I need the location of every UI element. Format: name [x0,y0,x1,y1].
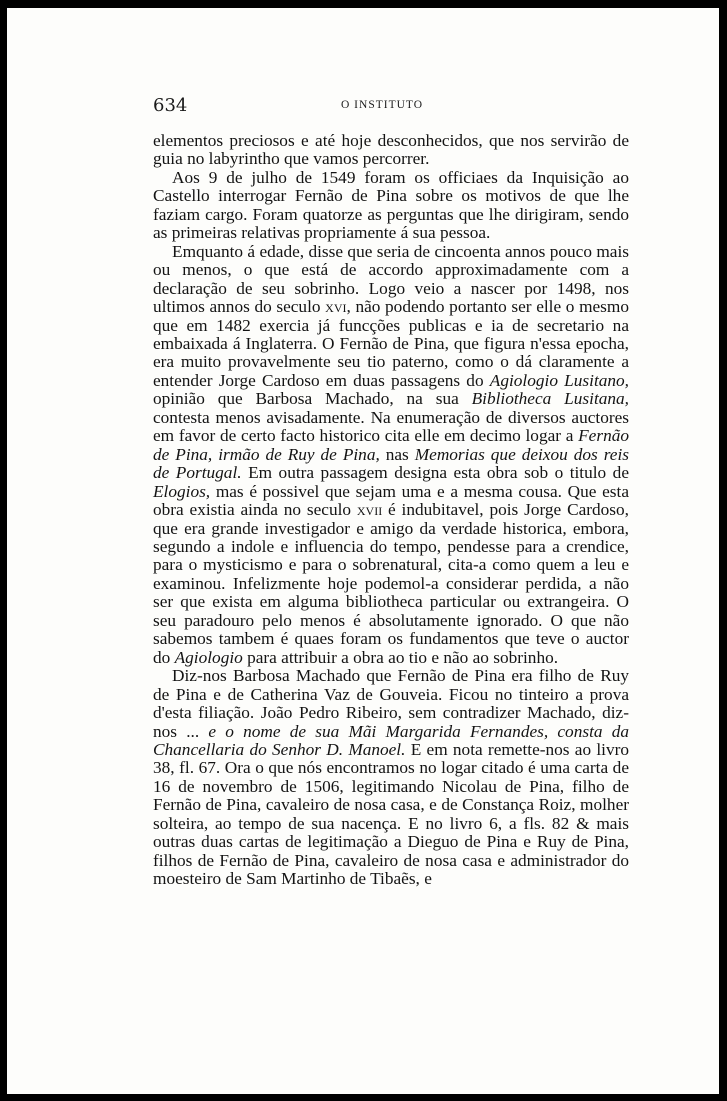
paragraph-1 [153,132,629,169]
text-run: E em nota remette-nos ao livro 38, fl. 67. Ora o que nós encontramos no logar citado é uma carta de 16 de novembro de 1506, legitimando Nicolau de Pina, filho de Fernão de Pina, cavaleiro de nosa casa, e de Constança Roiz, molher solteira, ao tempo de sua nacença. E no livro 6, a fls. 82 & mais outras duas cartas de legitimação a Dieguo de Pina e Ruy de Pina, filhos de Fernão de Pina, cavaleiro de nosa casa e administrador do moesteiro de Sam Martinho de Tibaẽs, e [153,739,629,889]
paragraph-3 [153,243,629,667]
italic-run: Elogios, [153,481,211,501]
page-header [153,95,629,117]
paragraph-2 [153,169,629,243]
text-run: elementos preciosos e até hoje desconhecidos, que nos servirão de guia no labyrintho que vamos percorrer. [153,131,629,169]
text-run: nas [379,444,415,464]
text-run: contesta menos avisadamente. Na enumeração de diversos auctores em favor de certo facto historico cita elle em decimo logar a [153,407,629,446]
italic-run: Fernão de Pina, irmão de Ruy de Pina, [153,426,629,464]
book-page [7,8,719,1094]
italic-run: Memorias que deixou dos reis de Portugal. [153,444,629,483]
italic-run: Bibliotheca Lusitana, [471,389,629,409]
page-number: 634 [153,95,188,116]
text-run: Aos 9 de julho de 1549 foram os officiaes da Inquisição ao Castello interrogar Fernão de Pina sobre os motivos de que lhe faziam cargo. Foram quatorze as perguntas que lhe dirigiram, sendo as primeiras relativas propriamente á sua pessoa. [153,167,629,243]
text-run: opinião que Barbosa Machado, na sua [153,389,472,409]
smallcaps-run: xvi [325,297,347,317]
body-text [153,132,629,889]
text-run: Emquanto á edade, disse que seria de cincoenta annos pouco mais ou menos, o que está de accordo approximadamente com a declaração de seu sobrinho. Logo veio a nascer por 1498, nos ultimos annos do seculo [153,241,629,317]
text-run: Em outra passagem designa esta obra sob o titulo de [241,463,629,483]
text-run: para attribuir a obra ao tio e não ao sobrinho. [242,647,559,667]
text-run: é indubitavel, pois Jorge Cardoso, que era grande investigador e amigo da verdade historica, embora, segundo a indole e influencia do tempo, pendesse para a crendice, para o mysticismo e para o sobrenatural, cita-a como quem a leu e examinou. Infelizmente hoje podemol-a considerar perdida, a não ser que exista em alguma bibliotheca particular ou extrangeira. O seu paradouro pelo menos é absolutamente ignorado. O que não sabemos tambem é quaes foram os fundamentos que teve o auctor do [153,500,629,667]
paragraph-4 [153,667,629,888]
text-run: , não podendo portanto ser elle o mesmo que em 1482 exercia já funcções publicas e ia de secretario na embaixada á Inglaterra. O Fernão de Pina, que figura n'essa epocha, era muito provavelmente seu tio paterno, como o dá claramente a entender Jorge Cardoso em duas passagens do [153,297,629,390]
text-run: Diz-nos Barbosa Machado que Fernão de Pina era filho de Ruy de Pina e de Catherina Vaz de Gouveia. Ficou no tinteiro a prova d'esta filiação. João Pedro Ribeiro, sem contradizer Machado, diz-nos ... [153,666,629,741]
italic-run: e o nome de sua Mãi Margarida Fernandes, consta da Chancellaria do Senhor D. Manoel. [153,721,629,759]
running-title: O INSTITUTO [341,99,424,111]
italic-run: Agiologio [174,647,243,667]
smallcaps-run: xvii [356,500,383,520]
italic-run: Agiologio Lusitano, [489,370,629,390]
text-run: mas é possivel que sejam uma e a mesma cousa. Que esta obra existia ainda no seculo [153,481,629,520]
